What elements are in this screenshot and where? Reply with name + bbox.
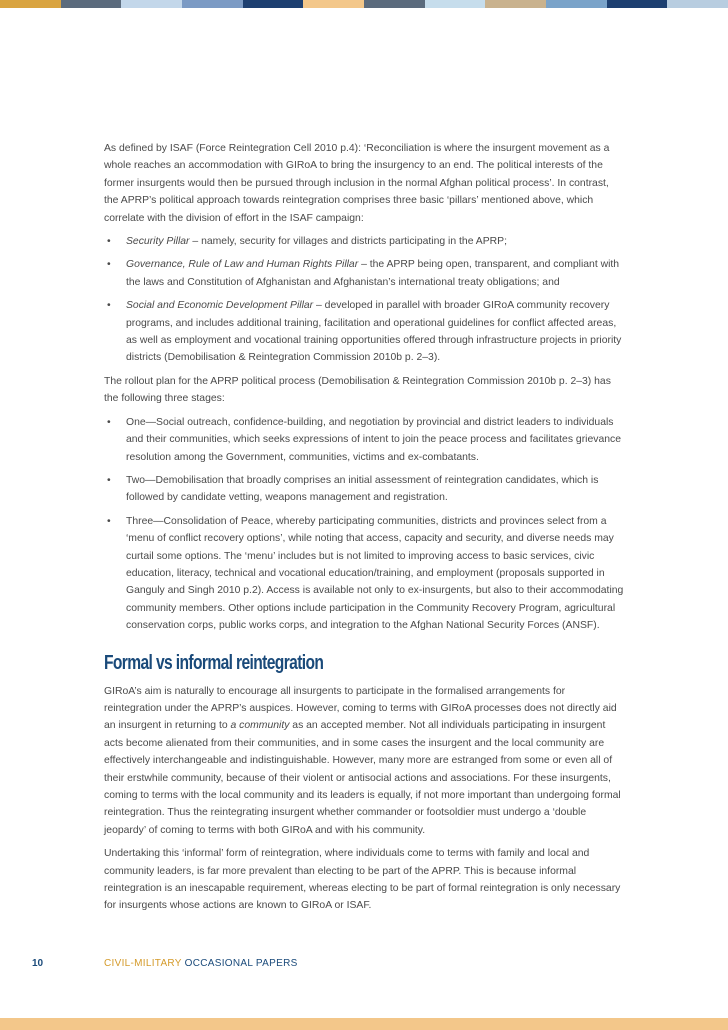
page-number: 10 — [32, 958, 44, 969]
publication-label-part2: OCCASIONAL PAPERS — [184, 958, 298, 969]
top-bar-segment — [667, 0, 728, 8]
stage-text: One—Social outreach, confidence-building, and negotiation by provincial and district leaders to individuals and their communities, which seeks expressions of intent to join the peace process and facilitates grievance resolution among the Government, communities, victims and ex-combatants. — [126, 416, 621, 463]
intro-paragraph: As defined by ISAF (Force Reintegration Cell 2010 p.4): ‘Reconciliation is where the insurgent movement as a whole reaches an accommodation with GIRoA to bring the insurgency to an end. The political interests of the former insurgents would then be pursued through inclusion in the normal Afghan political process’. In contrast, the APRP’s political approach towards reintegration comprises three basic ‘pillars’ mentioned above, which correlate with the division of effort in the ISAF campaign: — [104, 143, 610, 224]
bullet: • — [107, 259, 111, 271]
formal-text-end: as an accepted member. Not all individuals participating in insurgent acts become alienated from their communities, and in some cases the insurgent and the local community are effectively interchangeable and indistinguishable. However, many more are estranged from some or even all of their erstwhile community, because of their violent or antisocial actions and associations. For these insurgents, coming to terms with the local community and its leaders is equally, if not more important than undergoing formal reintegration. Thus the reintegrating insurgent whether commander or footsoldier must undergo a ‘double jeopardy’ of coming to terms with both GIRoA and with his community. — [104, 720, 621, 836]
stage-text: Two—Demobilisation that broadly comprises an initial assessment of reintegration candidates, which is followed by candidate vetting, weapons management and registration. — [126, 474, 599, 504]
bullet: • — [107, 416, 111, 428]
informal-reintegration-paragraph: Undertaking this ‘informal’ form of reintegration, where individuals come to terms with family and local and community leaders, is far more prevalent than electing to be part of the APRP. This is because informal reintegration is an inescapable requirement, whereas electing to be part of formal reintegration is only necessary for insurgents whose actions are known to GIRoA or ISAF. — [104, 848, 621, 912]
pillar-title: Social and Economic Development Pillar — [126, 300, 314, 312]
top-bar-segment — [121, 0, 182, 8]
section-heading: Formal vs informal reintegration — [104, 651, 324, 674]
pillars-list — [104, 233, 624, 367]
formal-text-start: GIRoA’s aim is naturally to encourage all insurgents to participate in the formalised arrangements for reintegration under the APRP’s auspices. However, coming to terms with GIRoA processes does not directly aid an insurgent in returning to — [104, 685, 617, 732]
pillar-title: Security Pillar — [126, 236, 190, 248]
bottom-color-bar — [0, 1018, 728, 1030]
page-footer — [0, 958, 728, 974]
stages-list — [104, 414, 624, 635]
stage-item — [104, 472, 624, 507]
publication-label-part1: CIVIL-MILITARY — [104, 958, 182, 969]
bullet: • — [107, 474, 111, 486]
top-bar-segment — [243, 0, 304, 8]
pillar-text: – the APRP being open, transparent, and compliant with the laws and Constitution of Afghanistan and Afghanistan’s international treaty obligations; and — [126, 259, 620, 288]
pillar-text: – developed in parallel with broader GIRoA community recovery programs, and includes additional training, facilitation and operational guidelines for conflict affected areas, as well as employment and vocational training opportunities offered through infrastructure projects in priority districts (Demobilisation & Reintegration Commission 2010b p. 2–3). — [126, 300, 622, 364]
formal-text-italic: a community — [230, 720, 290, 732]
top-bar-segment — [61, 0, 122, 8]
top-bar-segment — [182, 0, 243, 8]
top-bar-segment — [303, 0, 364, 8]
top-bar-segment — [607, 0, 668, 8]
page-body — [104, 140, 624, 921]
formal-reintegration-paragraph — [104, 683, 624, 840]
publication-label — [104, 958, 298, 969]
stage-item — [104, 513, 624, 635]
rollout-paragraph: The rollout plan for the APRP political process (Demobilisation & Reintegration Commission 2010b p. 2–3) has the following three stages: — [104, 375, 611, 405]
pillar-item — [104, 233, 624, 250]
stage-text: Three—Consolidation of Peace, whereby participating communities, districts and provinces select from a ‘menu of conflict recovery options’, while noting that access, capacity and security, and diverse needs may curtail some options. The ‘menu’ includes but is not limited to improving access to basic services, civic education, literacy, technical and vocational education/training, and employment (proposals supported in Ganguly and Singh 2010 p.2). Access is available not only to ex-insurgents, but also to their accommodating community members. Other options include participation in the Community Recovery Program, agricultural conservation corps, public works corps, and integration to the Afghan National Security Forces (ANSF). — [126, 515, 624, 632]
bullet: • — [107, 300, 111, 312]
pillar-title: Governance, Rule of Law and Human Rights Pillar — [126, 259, 359, 271]
pillar-text: – namely, security for villages and districts participating in the APRP; — [189, 236, 507, 248]
top-bar-segment — [485, 0, 546, 8]
top-bar-segment — [546, 0, 607, 8]
bullet: • — [107, 236, 111, 248]
stage-item — [104, 414, 624, 466]
top-color-bar — [0, 0, 728, 8]
pillar-item — [104, 297, 624, 367]
bullet: • — [107, 515, 111, 527]
top-bar-segment — [425, 0, 486, 8]
pillar-item — [104, 256, 624, 291]
top-bar-segment — [364, 0, 425, 8]
top-bar-segment — [0, 0, 61, 8]
